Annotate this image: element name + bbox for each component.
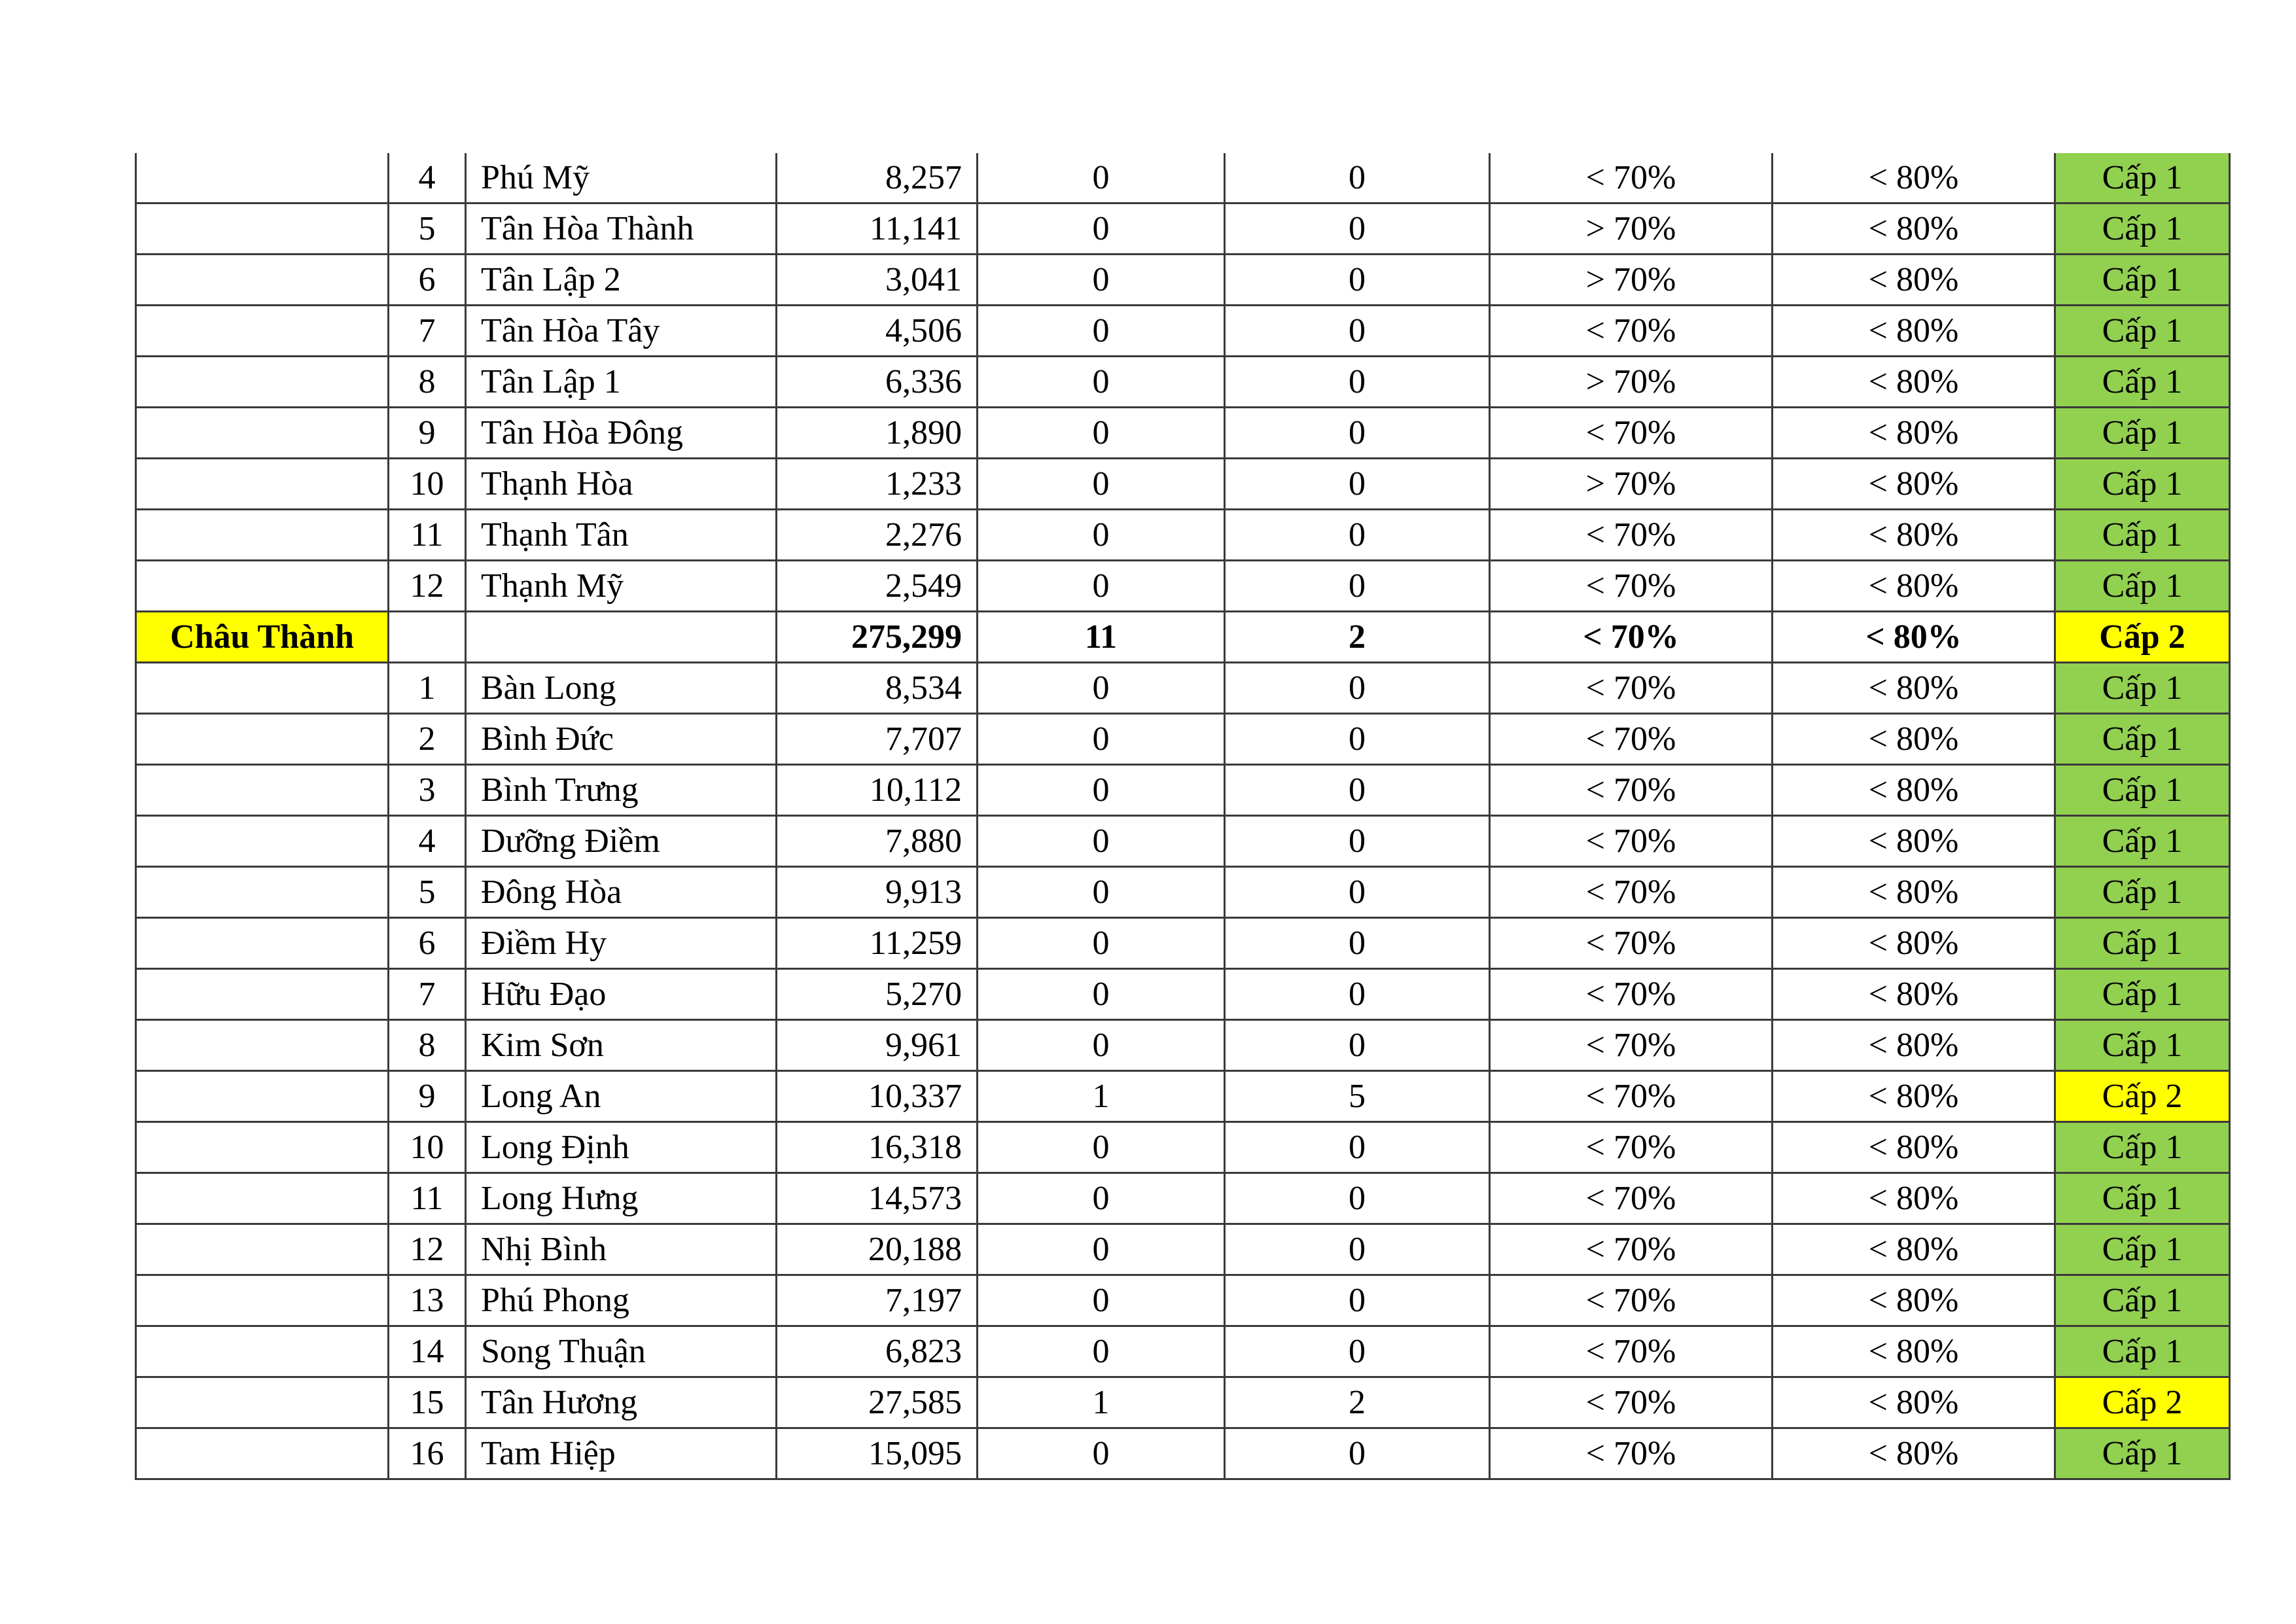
- commune-name-cell: Thạnh Hòa: [466, 459, 777, 510]
- percent-70-cell: < 70%: [1490, 816, 1773, 867]
- percent-70-cell: < 70%: [1490, 1173, 1773, 1224]
- table-row: [136, 561, 2230, 612]
- population-cell: 27,585: [777, 1377, 978, 1428]
- percent-70-cell: < 70%: [1490, 969, 1773, 1020]
- district-cell: [136, 1122, 389, 1173]
- table-row: [136, 153, 2230, 203]
- commune-name-cell: Long Định: [466, 1122, 777, 1173]
- table-row: [136, 765, 2230, 816]
- value-a-cell: 0: [978, 153, 1225, 203]
- population-cell: 7,707: [777, 714, 978, 765]
- table-row: [136, 1275, 2230, 1326]
- percent-80-cell: < 80%: [1773, 203, 2055, 255]
- population-cell: 9,961: [777, 1020, 978, 1071]
- district-cell: [136, 1275, 389, 1326]
- level-cell: Cấp 1: [2055, 561, 2230, 612]
- percent-80-cell: < 80%: [1773, 612, 2055, 663]
- value-b-cell: 0: [1225, 867, 1490, 918]
- table-row: [136, 1224, 2230, 1275]
- value-a-cell: 0: [978, 255, 1225, 306]
- table-row: [136, 1173, 2230, 1224]
- percent-80-cell: < 80%: [1773, 153, 2055, 203]
- row-number-cell: 16: [389, 1428, 466, 1479]
- level-cell: Cấp 2: [2055, 1377, 2230, 1428]
- table-row: [136, 918, 2230, 969]
- district-cell: [136, 1377, 389, 1428]
- percent-80-cell: < 80%: [1773, 306, 2055, 357]
- row-number-cell: 14: [389, 1326, 466, 1377]
- percent-70-cell: < 70%: [1490, 306, 1773, 357]
- commune-name-cell: Long An: [466, 1071, 777, 1122]
- value-b-cell: 0: [1225, 153, 1490, 203]
- population-cell: 275,299: [777, 612, 978, 663]
- percent-70-cell: < 70%: [1490, 1224, 1773, 1275]
- district-cell: [136, 357, 389, 408]
- level-cell: Cấp 1: [2055, 969, 2230, 1020]
- district-cell: [136, 203, 389, 255]
- percent-70-cell: > 70%: [1490, 203, 1773, 255]
- level-cell: Cấp 1: [2055, 765, 2230, 816]
- district-cell: [136, 765, 389, 816]
- commune-name-cell: Nhị Bình: [466, 1224, 777, 1275]
- percent-70-cell: < 70%: [1490, 612, 1773, 663]
- level-cell: Cấp 1: [2055, 153, 2230, 203]
- percent-80-cell: < 80%: [1773, 969, 2055, 1020]
- commune-name-cell: Kim Sơn: [466, 1020, 777, 1071]
- level-cell: Cấp 1: [2055, 918, 2230, 969]
- row-number-cell: 8: [389, 357, 466, 408]
- district-cell: [136, 714, 389, 765]
- percent-80-cell: < 80%: [1773, 1428, 2055, 1479]
- population-cell: 8,257: [777, 153, 978, 203]
- percent-70-cell: < 70%: [1490, 663, 1773, 714]
- table-row: [136, 306, 2230, 357]
- percent-80-cell: < 80%: [1773, 1275, 2055, 1326]
- population-cell: 4,506: [777, 306, 978, 357]
- level-cell: Cấp 2: [2055, 612, 2230, 663]
- district-cell: [136, 408, 389, 459]
- commune-name-cell: Phú Phong: [466, 1275, 777, 1326]
- population-cell: 7,197: [777, 1275, 978, 1326]
- value-a-cell: 0: [978, 1020, 1225, 1071]
- population-cell: 7,880: [777, 816, 978, 867]
- value-b-cell: 0: [1225, 306, 1490, 357]
- level-cell: Cấp 1: [2055, 1122, 2230, 1173]
- population-cell: 11,259: [777, 918, 978, 969]
- value-a-cell: 11: [978, 612, 1225, 663]
- percent-70-cell: < 70%: [1490, 153, 1773, 203]
- value-b-cell: 0: [1225, 1224, 1490, 1275]
- row-number-cell: 4: [389, 816, 466, 867]
- value-a-cell: 0: [978, 816, 1225, 867]
- percent-80-cell: < 80%: [1773, 357, 2055, 408]
- population-cell: 20,188: [777, 1224, 978, 1275]
- district-cell: [136, 561, 389, 612]
- value-b-cell: 0: [1225, 203, 1490, 255]
- population-cell: 10,112: [777, 765, 978, 816]
- percent-70-cell: < 70%: [1490, 408, 1773, 459]
- commune-name-cell: Bình Đức: [466, 714, 777, 765]
- percent-80-cell: < 80%: [1773, 1173, 2055, 1224]
- population-cell: 6,336: [777, 357, 978, 408]
- commune-name-cell: Bình Trưng: [466, 765, 777, 816]
- table-row: [136, 1377, 2230, 1428]
- table-row: [136, 816, 2230, 867]
- value-b-cell: 5: [1225, 1071, 1490, 1122]
- level-cell: Cấp 1: [2055, 357, 2230, 408]
- row-number-cell: 10: [389, 459, 466, 510]
- population-cell: 10,337: [777, 1071, 978, 1122]
- level-cell: Cấp 2: [2055, 1071, 2230, 1122]
- commune-name-cell: Bàn Long: [466, 663, 777, 714]
- row-number-cell: 7: [389, 306, 466, 357]
- value-b-cell: 0: [1225, 714, 1490, 765]
- row-number-cell: 12: [389, 561, 466, 612]
- population-cell: 11,141: [777, 203, 978, 255]
- row-number-cell: 13: [389, 1275, 466, 1326]
- percent-80-cell: < 80%: [1773, 1326, 2055, 1377]
- population-cell: 6,823: [777, 1326, 978, 1377]
- value-a-cell: 1: [978, 1377, 1225, 1428]
- district-cell: [136, 969, 389, 1020]
- district-cell: [136, 918, 389, 969]
- row-number-cell: 8: [389, 1020, 466, 1071]
- value-a-cell: 0: [978, 1275, 1225, 1326]
- level-cell: Cấp 1: [2055, 306, 2230, 357]
- level-cell: Cấp 1: [2055, 1224, 2230, 1275]
- row-number-cell: 6: [389, 255, 466, 306]
- value-a-cell: 0: [978, 918, 1225, 969]
- commune-name-cell: Đông Hòa: [466, 867, 777, 918]
- population-cell: 2,549: [777, 561, 978, 612]
- level-cell: Cấp 1: [2055, 663, 2230, 714]
- value-b-cell: 2: [1225, 612, 1490, 663]
- district-cell: [136, 306, 389, 357]
- value-b-cell: 0: [1225, 816, 1490, 867]
- commune-name-cell: Tân Lập 2: [466, 255, 777, 306]
- commune-name-cell: Thạnh Tân: [466, 510, 777, 561]
- percent-80-cell: < 80%: [1773, 1020, 2055, 1071]
- level-cell: Cấp 1: [2055, 816, 2230, 867]
- table-row: [136, 1071, 2230, 1122]
- value-b-cell: 0: [1225, 1275, 1490, 1326]
- row-number-cell: 12: [389, 1224, 466, 1275]
- row-number-cell: 2: [389, 714, 466, 765]
- population-cell: 1,233: [777, 459, 978, 510]
- commune-name-cell: Tân Hòa Đông: [466, 408, 777, 459]
- population-cell: 3,041: [777, 255, 978, 306]
- district-cell: [136, 816, 389, 867]
- population-cell: 2,276: [777, 510, 978, 561]
- value-b-cell: 0: [1225, 1020, 1490, 1071]
- percent-80-cell: < 80%: [1773, 408, 2055, 459]
- level-cell: Cấp 1: [2055, 1020, 2230, 1071]
- row-number-cell: 11: [389, 1173, 466, 1224]
- percent-80-cell: < 80%: [1773, 1377, 2055, 1428]
- percent-70-cell: < 70%: [1490, 867, 1773, 918]
- percent-70-cell: < 70%: [1490, 765, 1773, 816]
- commune-level-table: [135, 153, 2231, 1480]
- value-a-cell: 0: [978, 663, 1225, 714]
- percent-80-cell: < 80%: [1773, 1071, 2055, 1122]
- table-row: [136, 255, 2230, 306]
- value-b-cell: 0: [1225, 765, 1490, 816]
- value-b-cell: 0: [1225, 561, 1490, 612]
- percent-80-cell: < 80%: [1773, 918, 2055, 969]
- percent-70-cell: > 70%: [1490, 357, 1773, 408]
- row-number-cell: 5: [389, 867, 466, 918]
- level-cell: Cấp 1: [2055, 867, 2230, 918]
- percent-80-cell: < 80%: [1773, 510, 2055, 561]
- district-cell: [136, 255, 389, 306]
- value-b-cell: 0: [1225, 459, 1490, 510]
- row-number-cell: 9: [389, 408, 466, 459]
- value-b-cell: 0: [1225, 1122, 1490, 1173]
- value-b-cell: 0: [1225, 663, 1490, 714]
- percent-70-cell: < 70%: [1490, 510, 1773, 561]
- percent-80-cell: < 80%: [1773, 765, 2055, 816]
- value-a-cell: 0: [978, 714, 1225, 765]
- percent-70-cell: < 70%: [1490, 1275, 1773, 1326]
- value-b-cell: 0: [1225, 357, 1490, 408]
- commune-name-cell: Điềm Hy: [466, 918, 777, 969]
- percent-80-cell: < 80%: [1773, 459, 2055, 510]
- commune-name-cell: Hữu Đạo: [466, 969, 777, 1020]
- value-a-cell: 0: [978, 1224, 1225, 1275]
- population-cell: 15,095: [777, 1428, 978, 1479]
- percent-80-cell: < 80%: [1773, 1122, 2055, 1173]
- commune-name-cell: Tam Hiệp: [466, 1428, 777, 1479]
- percent-80-cell: < 80%: [1773, 561, 2055, 612]
- value-a-cell: 0: [978, 510, 1225, 561]
- district-cell: [136, 1428, 389, 1479]
- population-cell: 1,890: [777, 408, 978, 459]
- percent-70-cell: < 70%: [1490, 1020, 1773, 1071]
- value-a-cell: 0: [978, 1428, 1225, 1479]
- row-number-cell: 11: [389, 510, 466, 561]
- table-row: [136, 1428, 2230, 1479]
- value-a-cell: 0: [978, 203, 1225, 255]
- row-number-cell: 1: [389, 663, 466, 714]
- commune-name-cell: Song Thuận: [466, 1326, 777, 1377]
- district-cell: [136, 459, 389, 510]
- population-cell: 8,534: [777, 663, 978, 714]
- table-row: [136, 510, 2230, 561]
- row-number-cell: 3: [389, 765, 466, 816]
- table-row: [136, 1020, 2230, 1071]
- row-number-cell: 7: [389, 969, 466, 1020]
- value-b-cell: 0: [1225, 1326, 1490, 1377]
- table-row: [136, 969, 2230, 1020]
- value-b-cell: 0: [1225, 408, 1490, 459]
- percent-70-cell: < 70%: [1490, 1428, 1773, 1479]
- level-cell: Cấp 1: [2055, 1428, 2230, 1479]
- commune-name-cell: Tân Lập 1: [466, 357, 777, 408]
- row-number-cell: 6: [389, 918, 466, 969]
- level-cell: Cấp 1: [2055, 714, 2230, 765]
- table-row: [136, 1326, 2230, 1377]
- value-a-cell: 0: [978, 1173, 1225, 1224]
- level-cell: Cấp 1: [2055, 408, 2230, 459]
- commune-name-cell: Thạnh Mỹ: [466, 561, 777, 612]
- value-a-cell: 0: [978, 1326, 1225, 1377]
- value-a-cell: 0: [978, 306, 1225, 357]
- commune-name-cell: Tân Hòa Thành: [466, 203, 777, 255]
- level-cell: Cấp 1: [2055, 510, 2230, 561]
- level-cell: Cấp 1: [2055, 1173, 2230, 1224]
- percent-70-cell: > 70%: [1490, 459, 1773, 510]
- level-cell: Cấp 1: [2055, 1275, 2230, 1326]
- district-cell: [136, 663, 389, 714]
- table-row: [136, 408, 2230, 459]
- value-a-cell: 1: [978, 1071, 1225, 1122]
- percent-70-cell: < 70%: [1490, 1071, 1773, 1122]
- district-cell: [136, 1326, 389, 1377]
- population-cell: 16,318: [777, 1122, 978, 1173]
- percent-80-cell: < 80%: [1773, 867, 2055, 918]
- percent-80-cell: < 80%: [1773, 714, 2055, 765]
- population-cell: 5,270: [777, 969, 978, 1020]
- value-a-cell: 0: [978, 969, 1225, 1020]
- row-number-cell: [389, 612, 466, 663]
- percent-80-cell: < 80%: [1773, 816, 2055, 867]
- percent-70-cell: < 70%: [1490, 1377, 1773, 1428]
- row-number-cell: 9: [389, 1071, 466, 1122]
- level-cell: Cấp 1: [2055, 255, 2230, 306]
- population-cell: 14,573: [777, 1173, 978, 1224]
- table-row: [136, 663, 2230, 714]
- value-b-cell: 0: [1225, 255, 1490, 306]
- commune-name-cell: Phú Mỹ: [466, 153, 777, 203]
- table-row: [136, 357, 2230, 408]
- district-cell: [136, 1020, 389, 1071]
- level-cell: Cấp 1: [2055, 203, 2230, 255]
- value-b-cell: 0: [1225, 510, 1490, 561]
- percent-70-cell: < 70%: [1490, 1326, 1773, 1377]
- table-row: [136, 714, 2230, 765]
- district-cell: [136, 510, 389, 561]
- value-a-cell: 0: [978, 408, 1225, 459]
- percent-80-cell: < 80%: [1773, 663, 2055, 714]
- row-number-cell: 15: [389, 1377, 466, 1428]
- percent-70-cell: < 70%: [1490, 1122, 1773, 1173]
- district-cell: [136, 153, 389, 203]
- level-cell: Cấp 1: [2055, 459, 2230, 510]
- table-row: [136, 1122, 2230, 1173]
- level-cell: Cấp 1: [2055, 1326, 2230, 1377]
- table-row: [136, 203, 2230, 255]
- value-a-cell: 0: [978, 357, 1225, 408]
- percent-70-cell: > 70%: [1490, 255, 1773, 306]
- value-b-cell: 2: [1225, 1377, 1490, 1428]
- value-a-cell: 0: [978, 1122, 1225, 1173]
- row-number-cell: 5: [389, 203, 466, 255]
- value-a-cell: 0: [978, 765, 1225, 816]
- percent-80-cell: < 80%: [1773, 255, 2055, 306]
- district-cell: Châu Thành: [136, 612, 389, 663]
- value-a-cell: 0: [978, 459, 1225, 510]
- district-cell: [136, 867, 389, 918]
- row-number-cell: 4: [389, 153, 466, 203]
- commune-name-cell: Tân Hòa Tây: [466, 306, 777, 357]
- commune-name-cell: Tân Hương: [466, 1377, 777, 1428]
- row-number-cell: 10: [389, 1122, 466, 1173]
- value-a-cell: 0: [978, 561, 1225, 612]
- district-cell: [136, 1071, 389, 1122]
- table-row: [136, 867, 2230, 918]
- value-a-cell: 0: [978, 867, 1225, 918]
- value-b-cell: 0: [1225, 1173, 1490, 1224]
- district-cell: [136, 1224, 389, 1275]
- table-body: [136, 153, 2230, 1479]
- value-b-cell: 0: [1225, 969, 1490, 1020]
- commune-name-cell: Dưỡng Điềm: [466, 816, 777, 867]
- percent-80-cell: < 80%: [1773, 1224, 2055, 1275]
- table-row: [136, 459, 2230, 510]
- district-summary-row: [136, 612, 2230, 663]
- percent-70-cell: < 70%: [1490, 918, 1773, 969]
- percent-70-cell: < 70%: [1490, 714, 1773, 765]
- population-cell: 9,913: [777, 867, 978, 918]
- district-cell: [136, 1173, 389, 1224]
- percent-70-cell: < 70%: [1490, 561, 1773, 612]
- commune-name-cell: [466, 612, 777, 663]
- commune-name-cell: Long Hưng: [466, 1173, 777, 1224]
- value-b-cell: 0: [1225, 1428, 1490, 1479]
- value-b-cell: 0: [1225, 918, 1490, 969]
